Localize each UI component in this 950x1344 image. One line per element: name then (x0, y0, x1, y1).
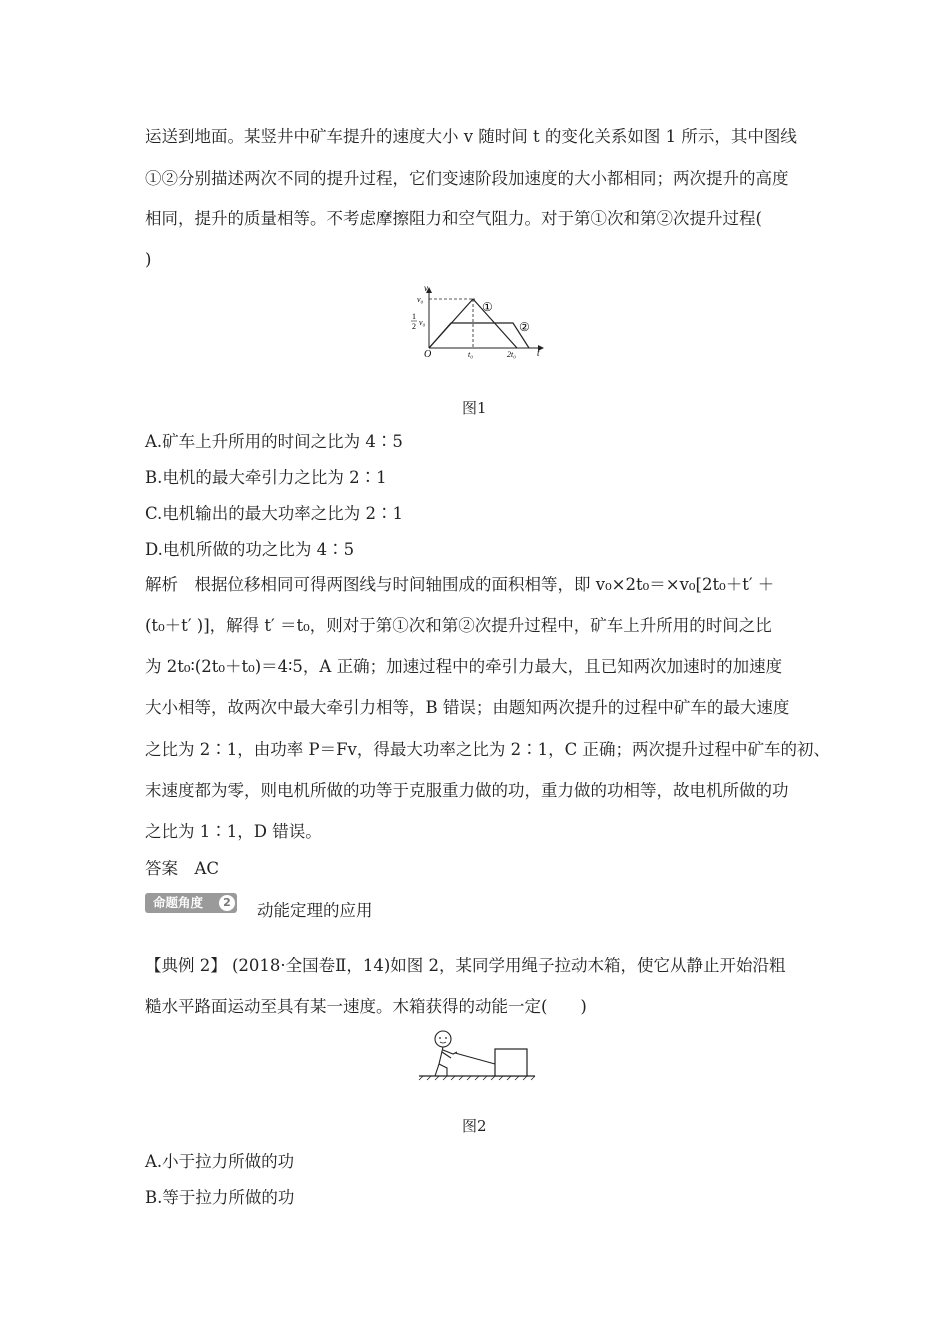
analysis-line: 末速度都为零，则电机所做的功等于克服重力做的功，重力做的功相等，故电机所做的功 (145, 781, 789, 800)
figure-2-caption: 图2 (462, 1117, 487, 1135)
figure-2-pulling-box (417, 1028, 537, 1082)
t0-label: t₀ (468, 350, 474, 359)
curve-1-label: ① (482, 300, 493, 314)
text-line: ①②分别描述两次不同的提升过程，它们变速阶段加速度的大小都相同；两次提升的高度 (145, 169, 789, 188)
option-b: B.电机的最大牵引力之比为 2∶1 (145, 468, 387, 487)
option-a: A.矿车上升所用的时间之比为 4∶5 (145, 432, 403, 451)
text-line: ) (145, 250, 152, 269)
option-c: C.电机输出的最大功率之比为 2∶1 (145, 504, 404, 523)
badge-number: 2 (219, 895, 235, 911)
v-axis-label: v (424, 283, 428, 293)
example-line: 糙水平路面运动至具有某一速度。木箱获得的动能一定( ) (145, 997, 587, 1016)
option-d: D.电机所做的功之比为 4∶5 (145, 540, 355, 559)
svg-text:2: 2 (412, 322, 416, 331)
curve-2-label: ② (519, 320, 530, 334)
analysis-line: 之比为 1∶1，D 错误。 (145, 822, 322, 841)
analysis-line: 之比为 2∶1，由功率 P＝Fv，得最大功率之比为 2∶1，C 正确；两次提升过程中矿车的初、 (145, 740, 830, 759)
figure-1-vt-graph (405, 282, 555, 362)
origin-label: O (424, 349, 432, 360)
answer: 答案 AC (145, 859, 220, 878)
option-b: B.等于拉力所做的功 (145, 1188, 295, 1207)
section-title: 动能定理的应用 (257, 901, 373, 920)
analysis-line: 解析 根据位移相同可得两图线与时间轴围成的面积相等，即 v₀×2t₀＝×v₀[2t₀＋t′ ＋ (145, 575, 775, 594)
example-line: 【典例 2】 (2018·全国卷Ⅱ，14)如图 2，某同学用绳子拉动木箱，使它从静止开始沿粗 (145, 956, 786, 975)
topic-badge: 命题角度 2 (145, 893, 237, 913)
svg-text:1: 1 (412, 312, 416, 321)
v0-label: v₀ (417, 295, 424, 304)
half-v0-label: v₀ (419, 318, 426, 327)
analysis-line: (t₀＋t′ )]，解得 t′ ＝t₀，则对于第①次和第②次提升过程中，矿车上升所用的时间之比 (145, 616, 772, 635)
text-line: 相同，提升的质量相等。不考虑摩擦阻力和空气阻力。对于第①次和第②次提升过程( (145, 209, 762, 228)
option-a: A.小于拉力所做的功 (145, 1152, 295, 1171)
t-axis-label: t (537, 348, 540, 358)
figure-1-caption: 图1 (462, 399, 487, 417)
2t0-label: 2t₀ (507, 350, 517, 359)
analysis-line: 为 2t₀∶(2t₀＋t₀)＝4∶5，A 正确；加速过程中的牵引力最大，且已知两次加速时的加速度 (145, 657, 783, 676)
analysis-line: 大小相等，故两次中最大牵引力相等，B 错误；由题知两次提升的过程中矿车的最大速度 (145, 698, 790, 717)
text-line: 运送到地面。某竖井中矿车提升的速度大小 v 随时间 t 的变化关系如图 1 所示，其中图线 (145, 127, 797, 146)
